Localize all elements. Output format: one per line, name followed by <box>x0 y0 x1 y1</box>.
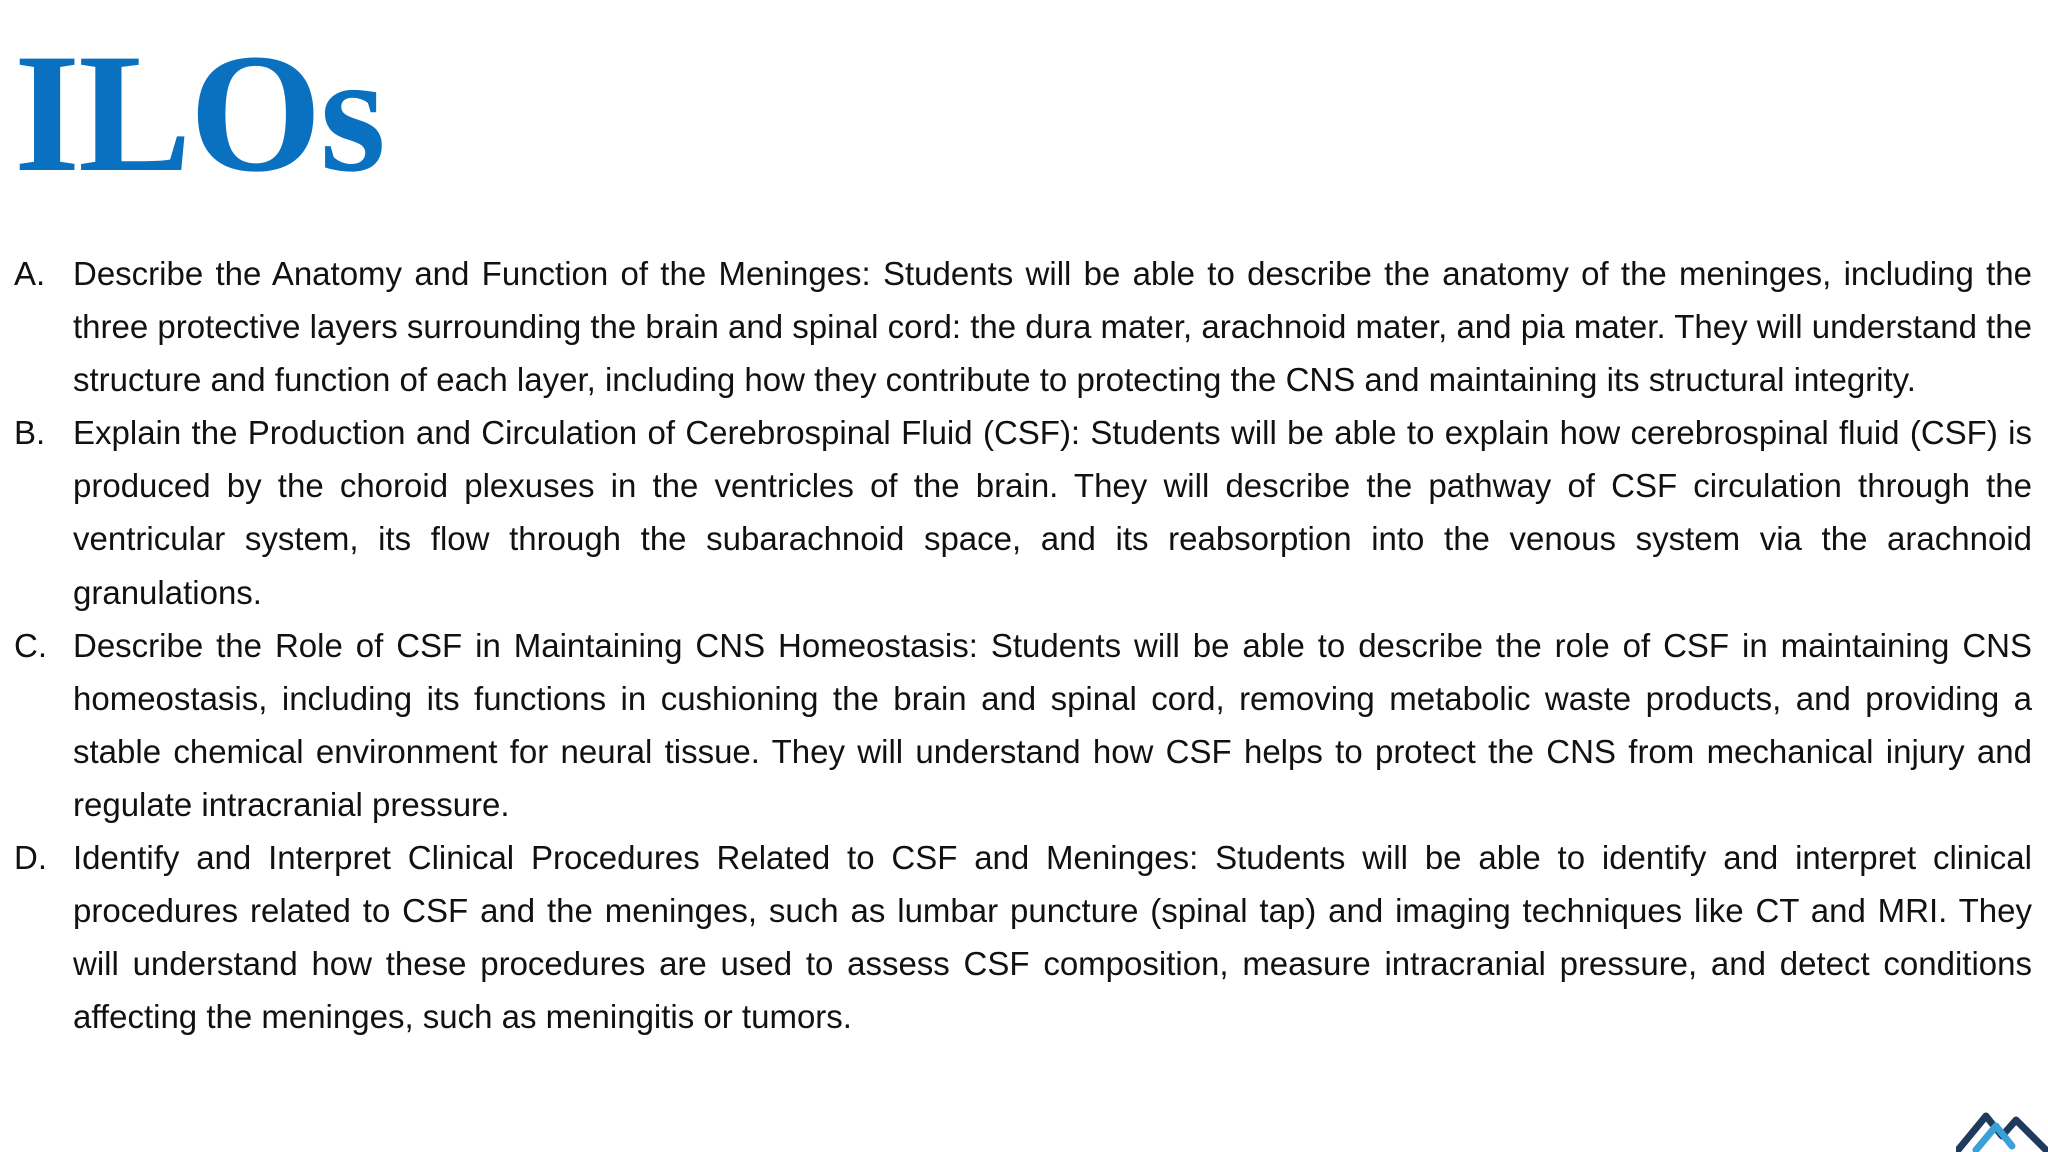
ilo-marker: D. <box>14 839 47 877</box>
ilo-marker: C. <box>14 626 47 664</box>
ilo-marker: B. <box>14 414 46 452</box>
ilo-item-c <box>14 619 2032 831</box>
slide-title: ILOs <box>14 19 384 207</box>
ilo-list <box>14 247 2032 1043</box>
ilo-text: Describe the Anatomy and Function of the Meninges: Students will be able to describe the anatomy of the meninges, including the three protective layers surrounding the brain and spinal cord: the dura mater, arachnoid mater, and pia mater. They will understand the structure and function of each layer, including how they contribute to protecting the CNS and maintaining its structural integrity. <box>73 255 2032 399</box>
ilo-item-d <box>14 831 2032 1043</box>
ilo-item-a <box>14 247 2032 406</box>
ilo-text: Identify and Interpret Clinical Procedures Related to CSF and Meninges: Students will be able to identify and interpret clinical procedures related to CSF and the meninges, such as lumbar puncture (spinal tap) and imaging techniques like CT and MRI. They will understand how these procedures are used to assess CSF composition, measure intracranial pressure, and detect conditions affecting the meninges, such as meningitis or tumors. <box>73 839 2032 1036</box>
ilo-item-b <box>14 406 2032 618</box>
ilo-marker: A. <box>14 255 46 292</box>
mountain-logo-icon <box>1956 1102 2048 1152</box>
ilo-text: Describe the Role of CSF in Maintaining CNS Homeostasis: Students will be able to describe the role of CSF in maintaining CNS homeostasis, including its functions in cushioning the brain and spinal cord, removing metabolic waste products, and providing a stable chemical environment for neural tissue. They will understand how CSF helps to protect the CNS from mechanical injury and regulate intracranial pressure. <box>73 626 2032 823</box>
ilo-text: Explain the Production and Circulation of Cerebrospinal Fluid (CSF): Students will be able to explain how cerebrospinal fluid (CSF) is produced by the choroid plexuses in the ventricles of the brain. They will describe the pathway of CSF circulation through the ventricular system, its flow through the subarachnoid space, and its reabsorption into the venous system via the arachnoid granulations. <box>73 414 2032 611</box>
